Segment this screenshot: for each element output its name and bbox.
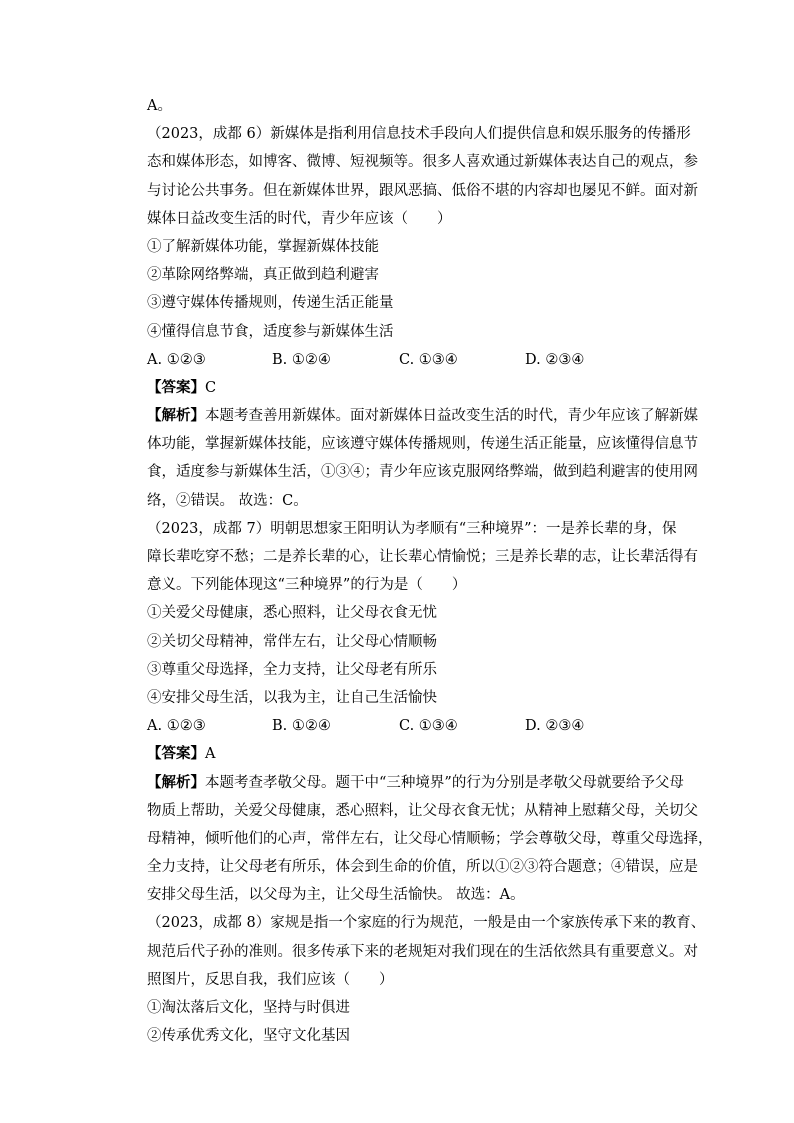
question-stem-line: 态和媒体形态，如博客、微博、短视频等。很多人喜欢通过新媒体表达自己的观点，参 xyxy=(147,154,698,171)
analysis-text: 本题考查孝敬父母。题干中“三种境界”的行为分别是孝敬父母就要给予父母 xyxy=(205,774,684,791)
option-b: B. ①②④ xyxy=(272,351,331,368)
question-6 xyxy=(147,120,698,515)
option-a: A. ①②③ xyxy=(147,718,206,735)
statement: ④安排父母生活，以我为主，让自己生活愉快 xyxy=(147,689,437,706)
analysis-line xyxy=(147,769,684,797)
answer-value: A xyxy=(205,746,216,763)
analysis-tag: 【解析】 xyxy=(147,774,205,791)
option-c: C. ①③④ xyxy=(399,351,458,368)
question-stem-line: 规范后代子孙的准则。很多传承下来的老规矩对我们现在的生活依然具有重要意义。对 xyxy=(147,943,698,960)
analysis-line xyxy=(147,402,698,430)
question-stem-line: 意义。下列能体现这“三种境界”的行为是（ ） xyxy=(147,577,467,594)
answer-options xyxy=(147,346,667,374)
question-stem-line: （2023，成都 8）家规是指一个家庭的行为规范，一般是由一个家族传承下来的教育、 xyxy=(147,915,706,932)
statement: ①关爱父母健康，悉心照料，让父母衣食无忧 xyxy=(147,605,437,622)
question-stem-line: 照图片，反思自我，我们应该（ ） xyxy=(147,971,394,988)
answer-line xyxy=(147,740,667,768)
analysis-line: 全力支持，让父母老有所乐，体会到生命的价值，所以①②③符合题意；④错误，应是 xyxy=(147,859,698,876)
statement: ①了解新媒体功能，掌握新媒体技能 xyxy=(147,238,379,255)
statement: ②关切父母精神，常伴左右，让父母心情顺畅 xyxy=(147,633,437,650)
statement: ①淘汰落后文化，坚持与时俱进 xyxy=(147,1000,350,1016)
answer-tag: 【答案】 xyxy=(147,379,205,396)
statement: ③尊重父母选择，全力支持，让父母老有所乐 xyxy=(147,661,437,678)
question-stem-line: 与讨论公共事务。但在新媒体世界，跟风恶搞、低俗不堪的内容却也屡见不鲜。面对新 xyxy=(147,182,698,199)
analysis-line: 体功能，掌握新媒体技能，应该遵守媒体传播规则，传递生活正能量，应该懂得信息节 xyxy=(147,436,698,453)
analysis-text: 本题考查善用新媒体。面对新媒体日益改变生活的时代，青少年应该了解新媒 xyxy=(205,408,698,425)
analysis-line: 母精神，倾听他们的心声，常伴左右，让父母心情顺畅；学会尊敬父母，尊重父母选择， xyxy=(147,830,713,847)
statement: ③遵守媒体传播规则，传递生活正能量 xyxy=(147,295,394,312)
statement: ②革除网络弊端，真正做到趋利避害 xyxy=(147,267,379,284)
analysis-line: 安排父母生活，以父母为主，让父母生活愉快。 故选：A。 xyxy=(147,887,525,904)
option-d: D. ②③④ xyxy=(525,351,585,368)
analysis-tag: 【解析】 xyxy=(147,408,205,425)
analysis-line: 络，②错误。 故选：C。 xyxy=(147,492,308,509)
question-8 xyxy=(147,909,706,1050)
answer-options xyxy=(147,712,667,740)
question-7 xyxy=(147,515,713,910)
question-stem-line: 障长辈吃穿不愁；二是养长辈的心，让长辈心情愉悦；三是养长辈的志，让长辈活得有 xyxy=(147,549,698,565)
answer-line xyxy=(147,374,667,402)
option-b: B. ①②④ xyxy=(272,718,331,735)
answer-tag: 【答案】 xyxy=(147,746,205,763)
statement: ④懂得信息节食，适度参与新媒体生活 xyxy=(147,323,394,340)
option-a: A. ①②③ xyxy=(147,351,206,368)
question-stem-line: （2023，成都 6）新媒体是指利用信息技术手段向人们提供信息和娱乐服务的传播形 xyxy=(147,126,691,143)
question-stem-line: （2023，成都 7）明朝思想家王阳明认为孝顺有“三种境界”：一是养长辈的身，保 xyxy=(147,520,677,537)
analysis-line: 物质上帮助，关爱父母健康，悉心照料，让父母衣食无忧；从精神上慰藉父母，关切父 xyxy=(147,802,698,819)
document-body xyxy=(147,92,713,1050)
lead-answer: A。 xyxy=(147,98,172,114)
analysis-line: 食，适度参与新媒体生活，①③④；青少年应该克服网络弊端，做到趋利避害的使用网 xyxy=(147,464,698,481)
option-d: D. ②③④ xyxy=(525,718,585,735)
option-c: C. ①③④ xyxy=(399,718,458,735)
answer-value: C xyxy=(205,379,217,396)
question-stem-line: 媒体日益改变生活的时代，青少年应该（ ） xyxy=(147,210,452,227)
statement: ②传承优秀文化，坚守文化基因 xyxy=(147,1028,350,1045)
